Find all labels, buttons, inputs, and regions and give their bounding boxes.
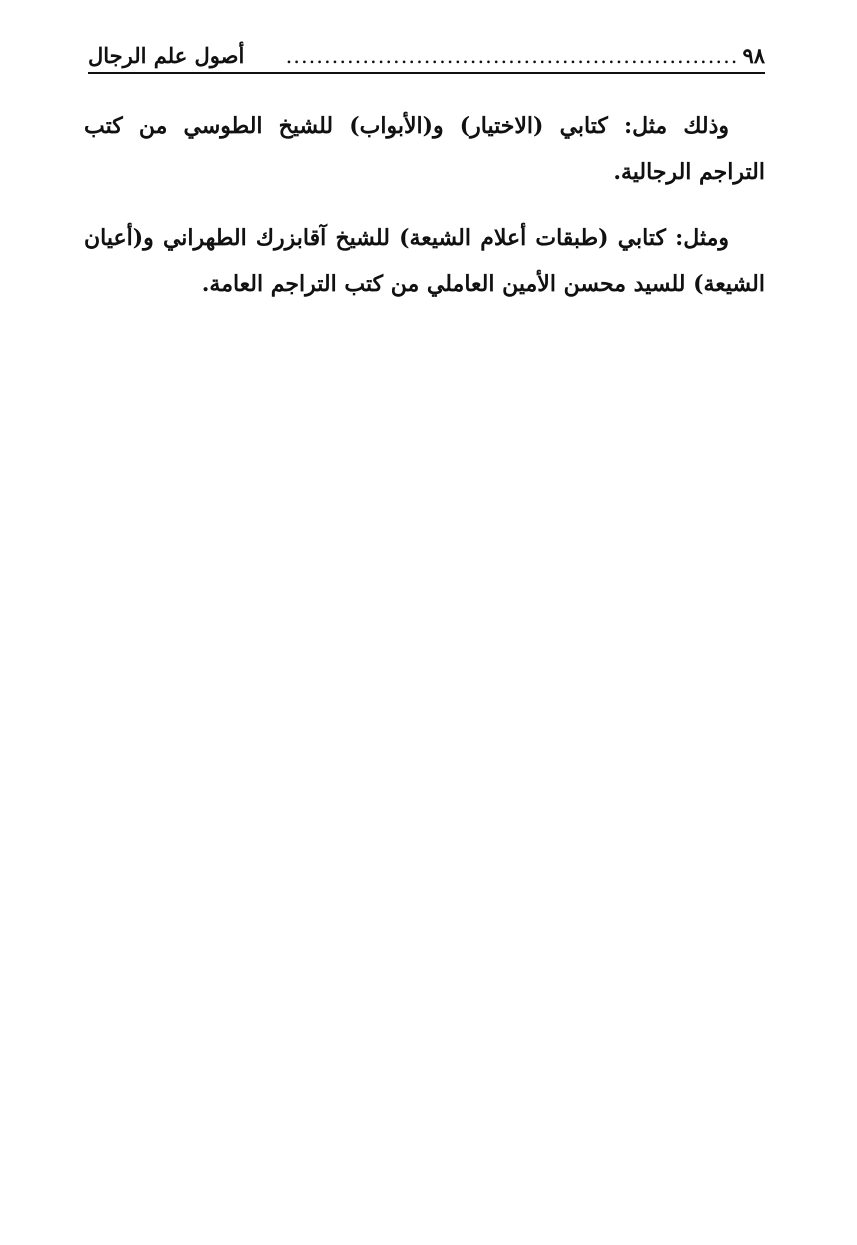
paragraph-1: وذلك مثل: كتابي (الاختيار) و(الأبواب) للشيخ الطوسي من كتب التراجم الرجالية.: [84, 113, 765, 185]
header-leader-dots: ...........................................................: [285, 44, 739, 68]
page-number: ٩٨: [742, 43, 765, 68]
page-header: [88, 34, 765, 74]
paragraph-2: ومثل: كتابي (طبقات أعلام الشيعة) للشيخ آقابزرك الطهراني و(أعيان الشيعة) للسيد محسن الأمين العاملي من كتب التراجم العامة.: [84, 225, 765, 297]
running-title: أصول علم الرجال: [88, 43, 245, 68]
body-text: [84, 103, 765, 327]
